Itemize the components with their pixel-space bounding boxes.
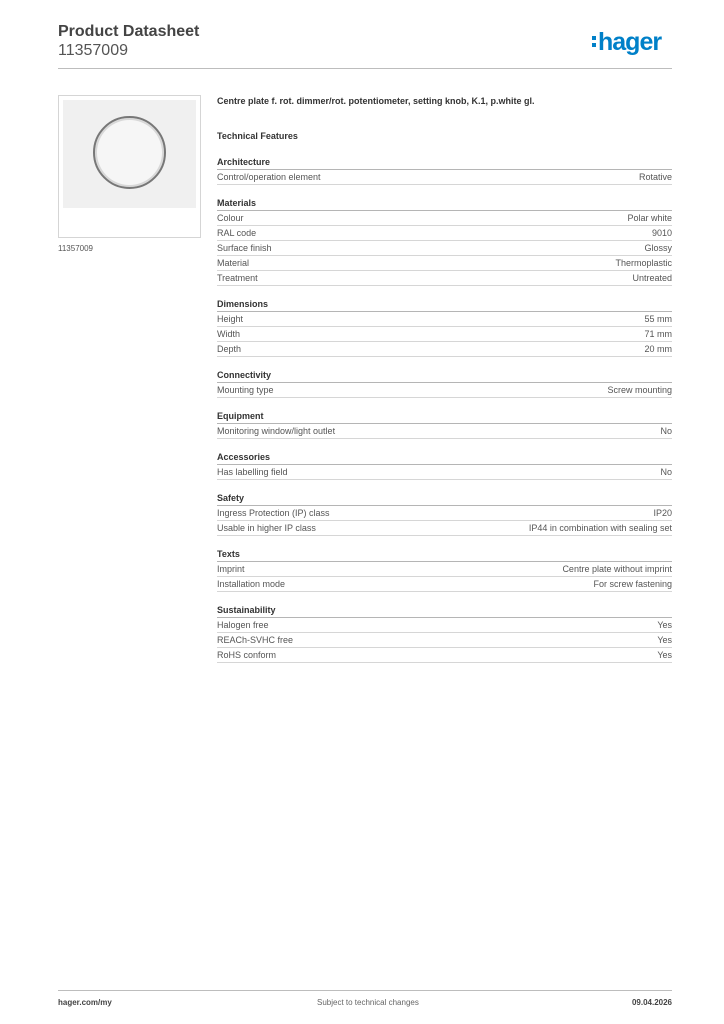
spec-value: 71 mm xyxy=(644,329,672,339)
section-title: Equipment xyxy=(217,410,672,424)
page-title: Product Datasheet xyxy=(58,23,200,40)
spec-row xyxy=(217,577,672,592)
product-code: 11357009 xyxy=(58,42,128,59)
spec-label: Treatment xyxy=(217,273,258,283)
spec-value: Yes xyxy=(657,650,672,660)
spec-label: Control/operation element xyxy=(217,172,321,182)
spec-row xyxy=(217,327,672,342)
spec-row xyxy=(217,226,672,241)
section-connectivity xyxy=(217,369,672,398)
centre-plate-picture xyxy=(63,100,196,208)
spec-value: 55 mm xyxy=(644,314,672,324)
spec-label: Height xyxy=(217,314,244,324)
section-title: Connectivity xyxy=(217,369,672,383)
spec-label: REACh-SVHC free xyxy=(217,635,294,645)
spec-value: Glossy xyxy=(644,243,672,253)
spec-value: Screw mounting xyxy=(607,385,672,395)
spec-label: Installation mode xyxy=(217,579,286,589)
spec-row xyxy=(217,648,672,663)
spec-row xyxy=(217,342,672,357)
section-materials xyxy=(217,197,672,286)
spec-value: IP44 in combination with sealing set xyxy=(528,523,672,533)
footer-divider xyxy=(58,990,672,991)
spec-label: RAL code xyxy=(217,228,257,238)
section-accessories xyxy=(217,451,672,480)
spec-row xyxy=(217,618,672,633)
spec-row xyxy=(217,312,672,327)
section-title: Materials xyxy=(217,197,672,211)
spec-row xyxy=(217,521,672,536)
spec-label: Material xyxy=(217,258,250,268)
spec-row xyxy=(217,465,672,480)
setting-knob-picture xyxy=(93,116,166,189)
spec-value: No xyxy=(660,467,672,477)
footer-date: 09.04.2026 xyxy=(631,998,672,1007)
product-image xyxy=(58,95,201,238)
section-title: Safety xyxy=(217,492,672,506)
spec-row xyxy=(217,271,672,286)
hager-logo xyxy=(592,28,661,56)
spec-value: Polar white xyxy=(627,213,672,223)
spec-value: 20 mm xyxy=(644,344,672,354)
spec-label: Ingress Protection (IP) class xyxy=(217,508,330,518)
spec-label: RoHS conform xyxy=(217,650,277,660)
spec-row xyxy=(217,506,672,521)
section-texts xyxy=(217,548,672,592)
section-title: Accessories xyxy=(217,451,672,465)
footer-website[interactable]: hager.com/my xyxy=(58,998,112,1007)
spec-label: Width xyxy=(217,329,241,339)
spec-label: Depth xyxy=(217,344,242,354)
spec-value: IP20 xyxy=(653,508,672,518)
spec-row xyxy=(217,633,672,648)
feature-sections xyxy=(217,156,672,663)
technical-features-heading: Technical Features xyxy=(217,131,298,141)
spec-value: Rotative xyxy=(638,172,672,182)
spec-row xyxy=(217,562,672,577)
section-title: Architecture xyxy=(217,156,672,170)
spec-value: Thermoplastic xyxy=(615,258,672,268)
spec-label: Has labelling field xyxy=(217,467,288,477)
spec-value: 9010 xyxy=(651,228,672,238)
spec-value: For screw fastening xyxy=(593,579,672,589)
spec-label: Usable in higher IP class xyxy=(217,523,316,533)
logo-text: hager xyxy=(598,28,662,56)
spec-label: Halogen free xyxy=(217,620,269,630)
spec-row xyxy=(217,256,672,271)
product-name: Centre plate f. rot. dimmer/rot. potentiometer, setting knob, K.1, p.white gl. xyxy=(217,96,535,106)
spec-label: Colour xyxy=(217,213,244,223)
spec-label: Imprint xyxy=(217,564,245,574)
section-title: Sustainability xyxy=(217,604,672,618)
section-sustainability xyxy=(217,604,672,663)
section-title: Texts xyxy=(217,548,672,562)
section-safety xyxy=(217,492,672,536)
spec-value: Yes xyxy=(657,635,672,645)
datasheet-content xyxy=(217,95,672,663)
spec-value: Centre plate without imprint xyxy=(562,564,672,574)
spec-row xyxy=(217,170,672,185)
spec-row xyxy=(217,424,672,439)
logo-colon-icon xyxy=(592,35,596,49)
image-caption: 11357009 xyxy=(58,244,93,253)
header-divider xyxy=(58,68,672,69)
spec-row xyxy=(217,383,672,398)
section-equipment xyxy=(217,410,672,439)
page-header xyxy=(58,22,199,60)
section-architecture xyxy=(217,156,672,185)
spec-label: Surface finish xyxy=(217,243,272,253)
section-dimensions xyxy=(217,298,672,357)
spec-value: No xyxy=(660,426,672,436)
spec-value: Untreated xyxy=(632,273,672,283)
spec-label: Mounting type xyxy=(217,385,274,395)
spec-row xyxy=(217,211,672,226)
spec-value: Yes xyxy=(657,620,672,630)
spec-label: Monitoring window/light outlet xyxy=(217,426,336,436)
footer-notice: Subject to technical changes xyxy=(317,998,419,1007)
spec-row xyxy=(217,241,672,256)
section-title: Dimensions xyxy=(217,298,672,312)
